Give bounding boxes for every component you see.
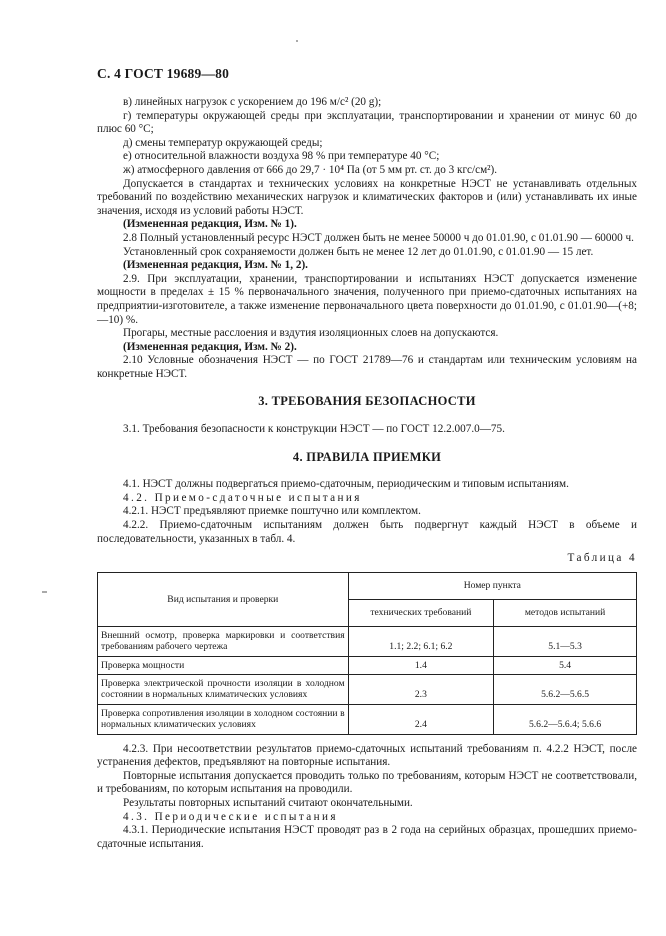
scan-artifact	[42, 591, 47, 593]
list-item-zh: ж) атмосферного давления от 666 до 29,7 · 10⁴ Па (от 5 мм рт. ст. до 3 кгс/см²).	[123, 163, 498, 176]
page-header: С. 4 ГОСТ 19689—80	[97, 66, 230, 81]
paragraph-4-2-1: 4.2.1. НЭСТ предъявляют приемке поштучно или комплектом.	[123, 505, 421, 518]
column-header-test: Вид испытания и проверки	[98, 572, 349, 626]
paragraph-4-1: 4.1. НЭСТ должны подвергаться приемо-сдаточным, периодическим и типовым испытаниям.	[123, 478, 569, 491]
table-row	[98, 675, 637, 705]
test-name: Внешний осмотр, проверка маркировки и соответствия требованиям рабочего чертежа	[98, 626, 349, 656]
methods-clause: 5.1—5.3	[494, 626, 637, 656]
list-item-g: г) температуры окружающей среды при эксплуатации, транспортировании и хранении от минус 60 до плюс 60 °С;	[97, 109, 637, 136]
paragraph-2-8: 2.8 Полный установленный ресурс НЭСТ должен быть не менее 50000 ч до 01.01.90, с 01.01.90 — 60000 ч.	[123, 231, 634, 244]
methods-clause: 5.6.2—5.6.4; 5.6.6	[494, 704, 637, 734]
list-item-e: е) относительной влажности воздуха 98 % при температуре 40 °С;	[123, 150, 440, 163]
methods-clause: 5.6.2—5.6.5	[494, 675, 637, 705]
revision-note-1: (Измененная редакция, Изм. № 1).	[123, 218, 297, 231]
requirements-clause: 1.1; 2.2; 6.1; 6.2	[348, 626, 494, 656]
paragraph-4-3-1: 4.3.1. Периодические испытания НЭСТ проводят раз в 2 года на серийных образцах, прошедших приемо-сдаточные испытания.	[97, 824, 637, 850]
methods-clause: 5.4	[494, 656, 637, 674]
test-table	[97, 572, 637, 735]
paragraph-storage: Установленный срок сохраняемости должен быть не менее 12 лет до 01.01.90, с 01.01.90 — 15 лет.	[123, 245, 594, 258]
paragraph-4-2: 4.2. Приемо-сдаточные испытания	[123, 491, 362, 504]
column-header-clause: Номер пункта	[348, 572, 636, 599]
paragraph-4-3: 4.3. Периодические испытания	[123, 810, 338, 823]
column-header-methods: методов испытаний	[494, 599, 637, 626]
paragraph-repeat: Повторные испытания допускается проводить только по требованиям, которым НЭСТ не соответствовали, и требованиям, по которым испытания на проводили.	[97, 769, 637, 796]
requirements-clause: 1.4	[348, 656, 494, 674]
requirements-clause: 2.3	[348, 675, 494, 705]
paragraph-final: Результаты повторных испытаний считают окончательными.	[123, 797, 413, 810]
test-name: Проверка сопротивления изоляции в холодном состоянии в нормальных климатических условиях	[98, 704, 349, 734]
paragraph-2-9: 2.9. При эксплуатации, хранении, транспортировании и испытаниях НЭСТ допускается изменение мощности в пределах ± 15 % первоначального значения, полученного при приемо-сдаточных испытаниях на предприятии-изготовителе, а также изменение первоначального цвета поверхности до 01.01.90, с 01.01.90—(+8; —10) %.	[97, 272, 637, 326]
test-name: Проверка мощности	[98, 656, 349, 674]
table-caption: Таблица 4	[567, 552, 637, 565]
table-row	[98, 704, 637, 734]
paragraph-3-1: 3.1. Требования безопасности к конструкции НЭСТ — по ГОСТ 12.2.007.0—75.	[123, 423, 505, 436]
list-item-d: д) смены температур окружающей среды;	[123, 136, 323, 149]
paragraph-4-2-2: 4.2.2. Приемо-сдаточным испытаниям должен быть подвергнут каждый НЭСТ в объеме и последовательности, указанных в табл. 4.	[97, 519, 637, 545]
table-row	[98, 656, 637, 674]
revision-note-1-2: (Измененная редакция, Изм. № 1, 2).	[123, 259, 308, 272]
document-body	[97, 96, 637, 851]
column-header-requirements: технических требований	[348, 599, 494, 626]
revision-note-2: (Измененная редакция, Изм. № 2).	[123, 340, 297, 353]
test-name: Проверка электрической прочности изоляции в холодном состоянии в нормальных климатических условиях	[98, 675, 349, 705]
section-4-heading: 4. ПРАВИЛА ПРИЕМКИ	[292, 449, 442, 464]
paragraph-2-10: 2.10 Условные обозначения НЭСТ — по ГОСТ 21789—76 и стандартам или техническим условиям на конкретные НЭСТ.	[97, 354, 637, 380]
table-row	[98, 626, 637, 656]
paragraph-4-2-3: 4.2.3. При несоответствии результатов приемо-сдаточных испытаний требованиям п. 4.2.2 НЭСТ, после устранения дефектов, предъявляют на повторные испытания.	[97, 742, 637, 769]
paragraph-burns: Прогары, местные расслоения и вздутия изоляционных слоев на допускаются.	[123, 327, 499, 340]
scan-artifact	[296, 40, 298, 42]
paragraph-allowed: Допускается в стандартах и технических условиях на конкретные НЭСТ не устанавливать отдельных требований по воздействию механических нагрузок и климатических факторов и (или) устанавливать их иные значения, исходя из условий работы НЭСТ.	[97, 177, 637, 217]
requirements-clause: 2.4	[348, 704, 494, 734]
list-item-v: в) линейных нагрузок с ускорением до 196 м/с² (20 g);	[123, 96, 382, 108]
section-3-heading: 3. ТРЕБОВАНИЯ БЕЗОПАСНОСТИ	[258, 394, 476, 409]
